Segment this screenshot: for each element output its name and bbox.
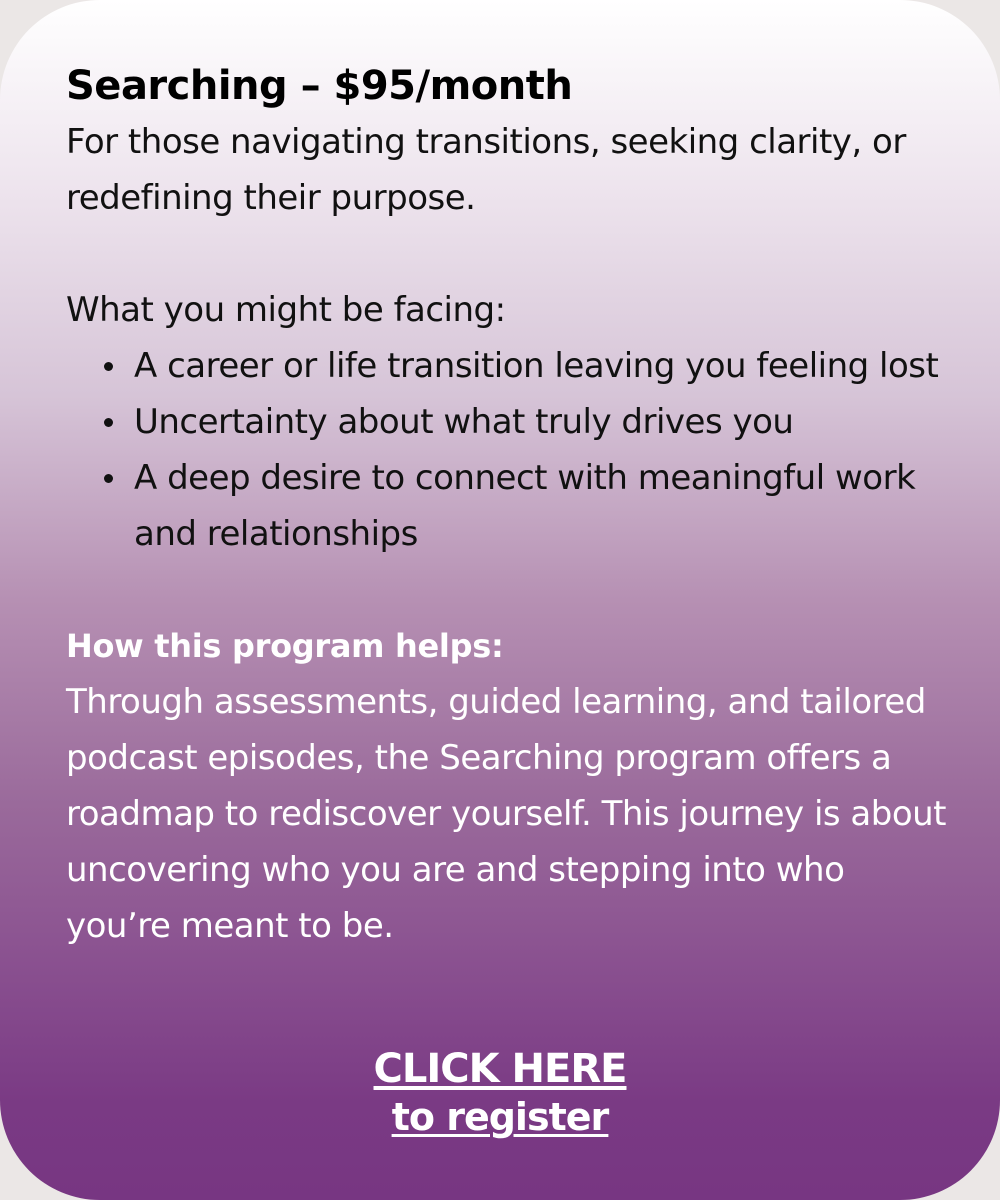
plan-intro: For those navigating transitions, seeking clarity, or redefining their purpose.: [66, 122, 906, 218]
register-link[interactable]: [0, 1044, 1000, 1140]
bullet-icon: [104, 474, 113, 483]
list-item: [134, 338, 946, 394]
cta-line-2: to register: [391, 1095, 609, 1139]
list-item: [134, 394, 946, 450]
list-item-text: Uncertainty about what truly drives you: [134, 402, 794, 442]
list-item: [134, 450, 946, 562]
facing-list: [66, 338, 946, 562]
facing-label: What you might be facing:: [66, 290, 506, 330]
helps-title: How this program helps:: [66, 627, 504, 665]
bullet-icon: [104, 418, 113, 427]
plan-title: Searching – $95/month: [66, 63, 573, 109]
helps-body: Through assessments, guided learning, and tailored podcast episodes, the Searching program offers a roadmap to rediscover yourself. This journey is about uncovering who you are and stepping into who you’re meant to be.: [66, 682, 947, 946]
bullet-icon: [104, 362, 113, 371]
list-item-text: A career or life transition leaving you feeling lost: [134, 346, 939, 386]
list-item-text: A deep desire to connect with meaningful work and relationships: [134, 458, 916, 554]
card-content: [66, 58, 946, 954]
cta-line-1: CLICK HERE: [373, 1046, 627, 1092]
